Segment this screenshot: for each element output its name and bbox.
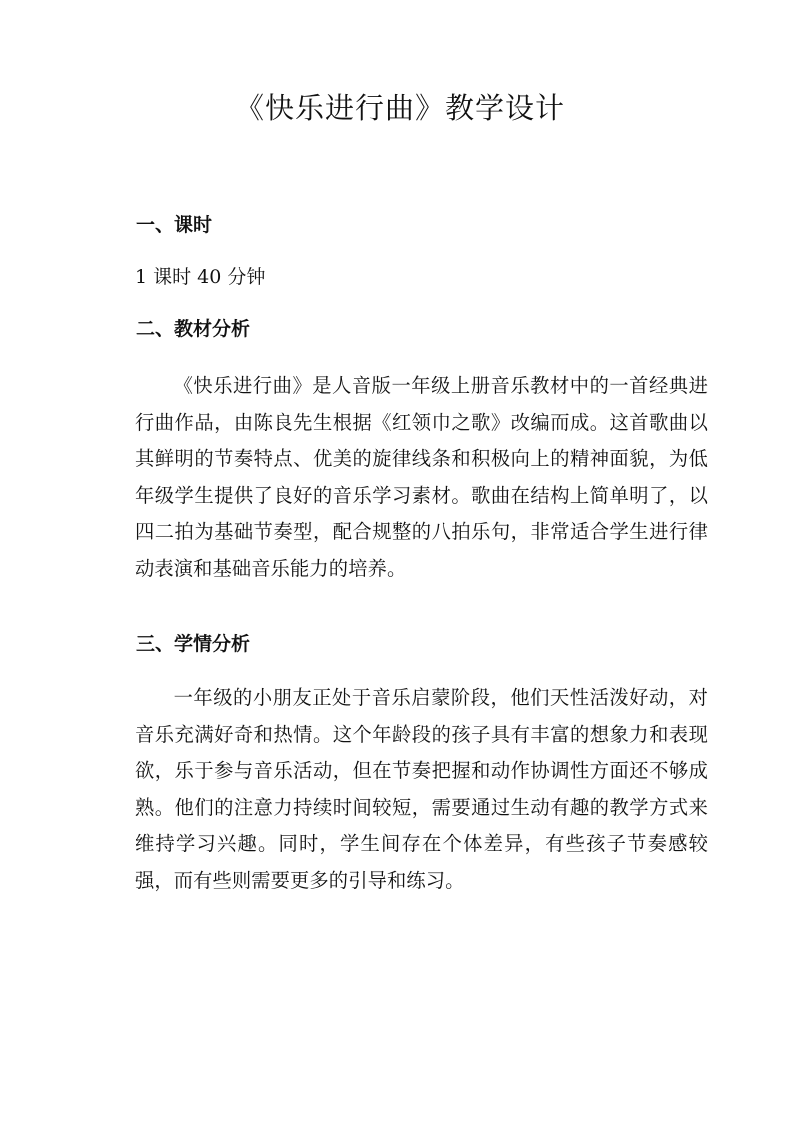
material-analysis-paragraph: 《快乐进行曲》是人音版一年级上册音乐教材中的一首经典进行曲作品，由陈良先生根据《红领巾之歌》改编而成。这首歌曲以其鲜明的节奏特点、优美的旋律线条和积极向上的精神面貌，为低年级学生提供了良好的音乐学习素材。歌曲在结构上简单明了，以四二拍为基础节奏型，配合规整的八拍乐句，非常适合学生进行律动表演和基础音乐能力的培养。 <box>135 374 708 580</box>
document-title: 《快乐进行曲》教学设计 <box>234 91 565 125</box>
section-heading-material-analysis: 二、教材分析 <box>136 318 251 340</box>
section-heading-student-analysis: 三、学情分析 <box>136 633 251 655</box>
student-analysis-paragraph: 一年级的小朋友正处于音乐启蒙阶段，他们天性活泼好动，对音乐充满好奇和热情。这个年龄段的孩子具有丰富的想象力和表现欲，乐于参与音乐活动，但在节奏把握和动作协调性方面还不够成熟。他们的注意力持续时间较短，需要通过生动有趣的教学方式来维持学习兴趣。同时，学生间存在个体差异，有些孩子节奏感较强，而有些则需要更多的引导和练习。 <box>135 686 708 892</box>
section-heading-lesson-hours: 一、课时 <box>136 214 213 236</box>
lesson-hours-text: 1 课时 40 分钟 <box>135 266 266 288</box>
